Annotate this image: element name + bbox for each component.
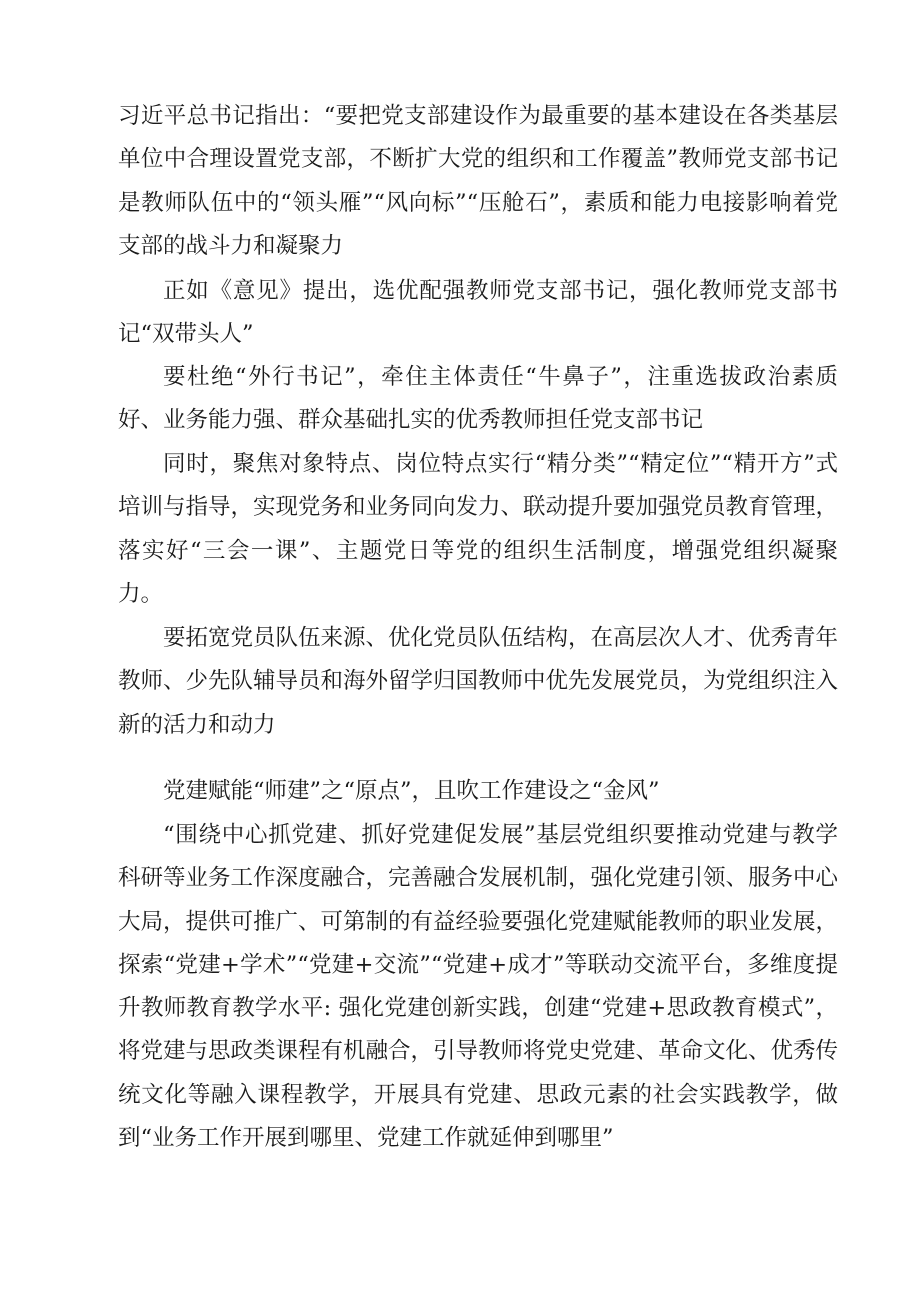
paragraph-opinion: 正如《意见》提出，选优配强教师党支部书记，强化教师党支部书记“双带头人” (118, 278, 838, 348)
section-heading: 党建赋能“师建”之“原点”，且吹工作建设之“金风” (163, 778, 660, 804)
paragraph-member-development: 要拓宽党员队伍来源、优化党员队伍结构，在高层次人才、优秀青年教师、少先队辅导员和海外留学归国教师中优先发展党员，为党组织注入新的活力和动力 (118, 625, 839, 738)
paragraph-secretary-selection: 要杜绝“外行书记”，牵住主体责任“牛鼻子”，注重选拔政治素质好、业务能力强、群众基础扎实的优秀教师担任党支部书记 (118, 364, 838, 434)
paragraph-intro: 习近平总书记指出：“要把党支部建设作为最重要的基本建设在各类基层单位中合理设置党支部，不断扩大党的组织和工作覆盖”教师党支部书记是教师队伍中的“领头雁”“风向标”“压舱石”，素质和能力电接影响着党支部的战斗力和凝聚力 (118, 103, 838, 259)
paragraph-training: 同时，聚焦对象特点、岗位特点实行“精分类”“精定位”“精开方”式培训与指导，实现党务和业务同向发力、联动提升要加强党员教育管理，落实好“三会一课”、主题党日等党的组织生活制度，增强党组织凝聚力。 (118, 451, 839, 607)
paragraph-integration: “围绕中心抓党建、抓好党建促发展”基层党组织要推动党建与教学科研等业务工作深度融合，完善融合发展机制，强化党建引领、服务中心大局，提供可推广、可第制的有益经验要强化党建赋能教师的职业发展，探索“党建+学术”“党建+交流”“党建+成才”等联动交流平台，多维度提升教师教育教学水平: 强化党建创新实践，创建“党建+思政教育模式”，将党建与思政类课程有机融合，引导教师将党史党建、革命文化、优秀传统文化等融入课程教学，开展具有党建、思政元素的社会实践教学，做到“业务工作开展到哪里、党建工作就延伸到哪里” (118, 822, 839, 1152)
